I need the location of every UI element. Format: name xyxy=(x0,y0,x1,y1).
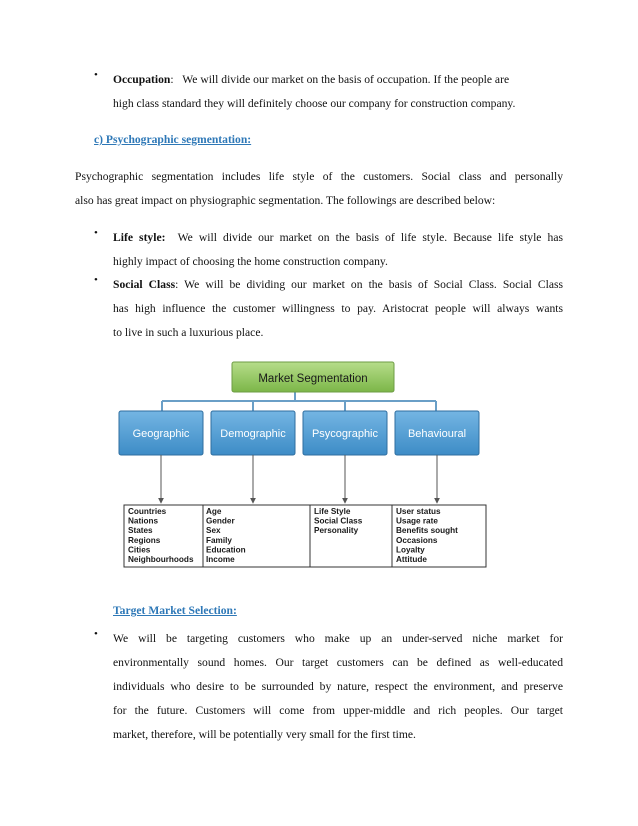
social-class-label: Social Class xyxy=(113,278,176,291)
life-style-text-1: We will divide our market on the basis of life style. Because life style has xyxy=(177,231,563,244)
social-class-text-3: to live in such a luxurious place. xyxy=(113,326,264,339)
occupation-line-1 xyxy=(113,68,563,91)
category-label: Demographic xyxy=(220,428,286,440)
segment-item: Regions xyxy=(128,535,161,545)
target-line-3: individuals who desire to be surrounded by nature, respect the environment, and preserve xyxy=(113,680,563,693)
segment-item: Family xyxy=(206,535,232,545)
segment-item: Usage rate xyxy=(396,516,438,526)
segment-item: Sex xyxy=(206,526,221,536)
category-arrows xyxy=(161,455,437,503)
bullet-marker: • xyxy=(94,628,98,640)
segment-item: Attitude xyxy=(396,555,427,564)
occupation-label: Occupation xyxy=(113,73,171,86)
psychographic-para-1: Psychographic segmentation includes life style of the customers. Social class and personally xyxy=(75,170,563,183)
social-class-line-1 xyxy=(113,273,563,296)
segment-item: Countries xyxy=(128,507,167,516)
segment-item: Gender xyxy=(206,516,235,526)
segment-item: Education xyxy=(206,545,246,555)
category-label: Geographic xyxy=(132,428,190,440)
segment-item: Age xyxy=(206,507,222,516)
bullet-marker: • xyxy=(94,69,98,81)
psychographic-heading: c) Psychographic segmentation: xyxy=(94,133,252,146)
segment-item: States xyxy=(128,526,153,536)
root-connectors xyxy=(162,392,436,411)
segment-item: Income xyxy=(206,555,235,564)
segment-item: Benefits sought xyxy=(396,526,458,536)
category-node-psycographic xyxy=(303,411,387,455)
target-market-heading: Target Market Selection: xyxy=(113,604,237,617)
segment-item: Life Style xyxy=(314,507,351,516)
segment-item: Personality xyxy=(314,526,359,536)
life-style-label: Life style: xyxy=(113,231,166,244)
bullet-marker: • xyxy=(94,274,98,286)
target-line-4: for the future. Customers will come from upper-middle and rich peoples. Our target xyxy=(113,704,563,717)
target-line-1: We will be targeting customers who make up an under-served niche market for xyxy=(113,632,563,645)
segment-item: Occasions xyxy=(396,535,438,545)
target-line-5: market, therefore, will be potentially very small for the first time. xyxy=(113,728,416,741)
psychographic-para-2: also has great impact on physiographic segmentation. The followings are described below: xyxy=(75,194,496,207)
root-label: Market Segmentation xyxy=(258,373,368,385)
market-segmentation-diagram xyxy=(105,357,489,569)
root-node xyxy=(232,362,394,392)
segment-item: Neighbourhoods xyxy=(128,555,194,564)
bullet-marker: • xyxy=(94,227,98,239)
segment-item: Loyalty xyxy=(396,545,425,555)
social-class-text-1: : We will be dividing our market on the basis of Social Class. Social Class xyxy=(175,278,563,291)
occupation-text-2: high class standard they will definitely choose our company for construction company. xyxy=(113,97,516,110)
target-line-2: environmentally sound homes. Our target customers can be defined as well-educated xyxy=(113,656,563,669)
category-label: Behavioural xyxy=(407,428,467,440)
segment-item: Nations xyxy=(128,516,159,526)
category-node-geographic xyxy=(119,411,203,455)
occupation-sep: : xyxy=(170,73,174,86)
social-class-text-2: has high influence the customer willingness to pay. Aristocrat people will always wants xyxy=(113,302,563,315)
occupation-text-1: We will divide our market on the basis of occupation. If the people are xyxy=(182,73,510,86)
segmentation-items-table xyxy=(124,505,486,567)
life-style-line-1 xyxy=(113,226,563,249)
life-style-text-2: highly impact of choosing the home construction company. xyxy=(113,255,388,268)
segment-item: Cities xyxy=(128,545,151,555)
category-node-behavioural xyxy=(395,411,479,455)
category-label: Psycographic xyxy=(311,428,379,440)
category-node-demographic xyxy=(211,411,295,455)
segment-item: User status xyxy=(396,507,441,516)
segment-item: Social Class xyxy=(314,516,363,526)
